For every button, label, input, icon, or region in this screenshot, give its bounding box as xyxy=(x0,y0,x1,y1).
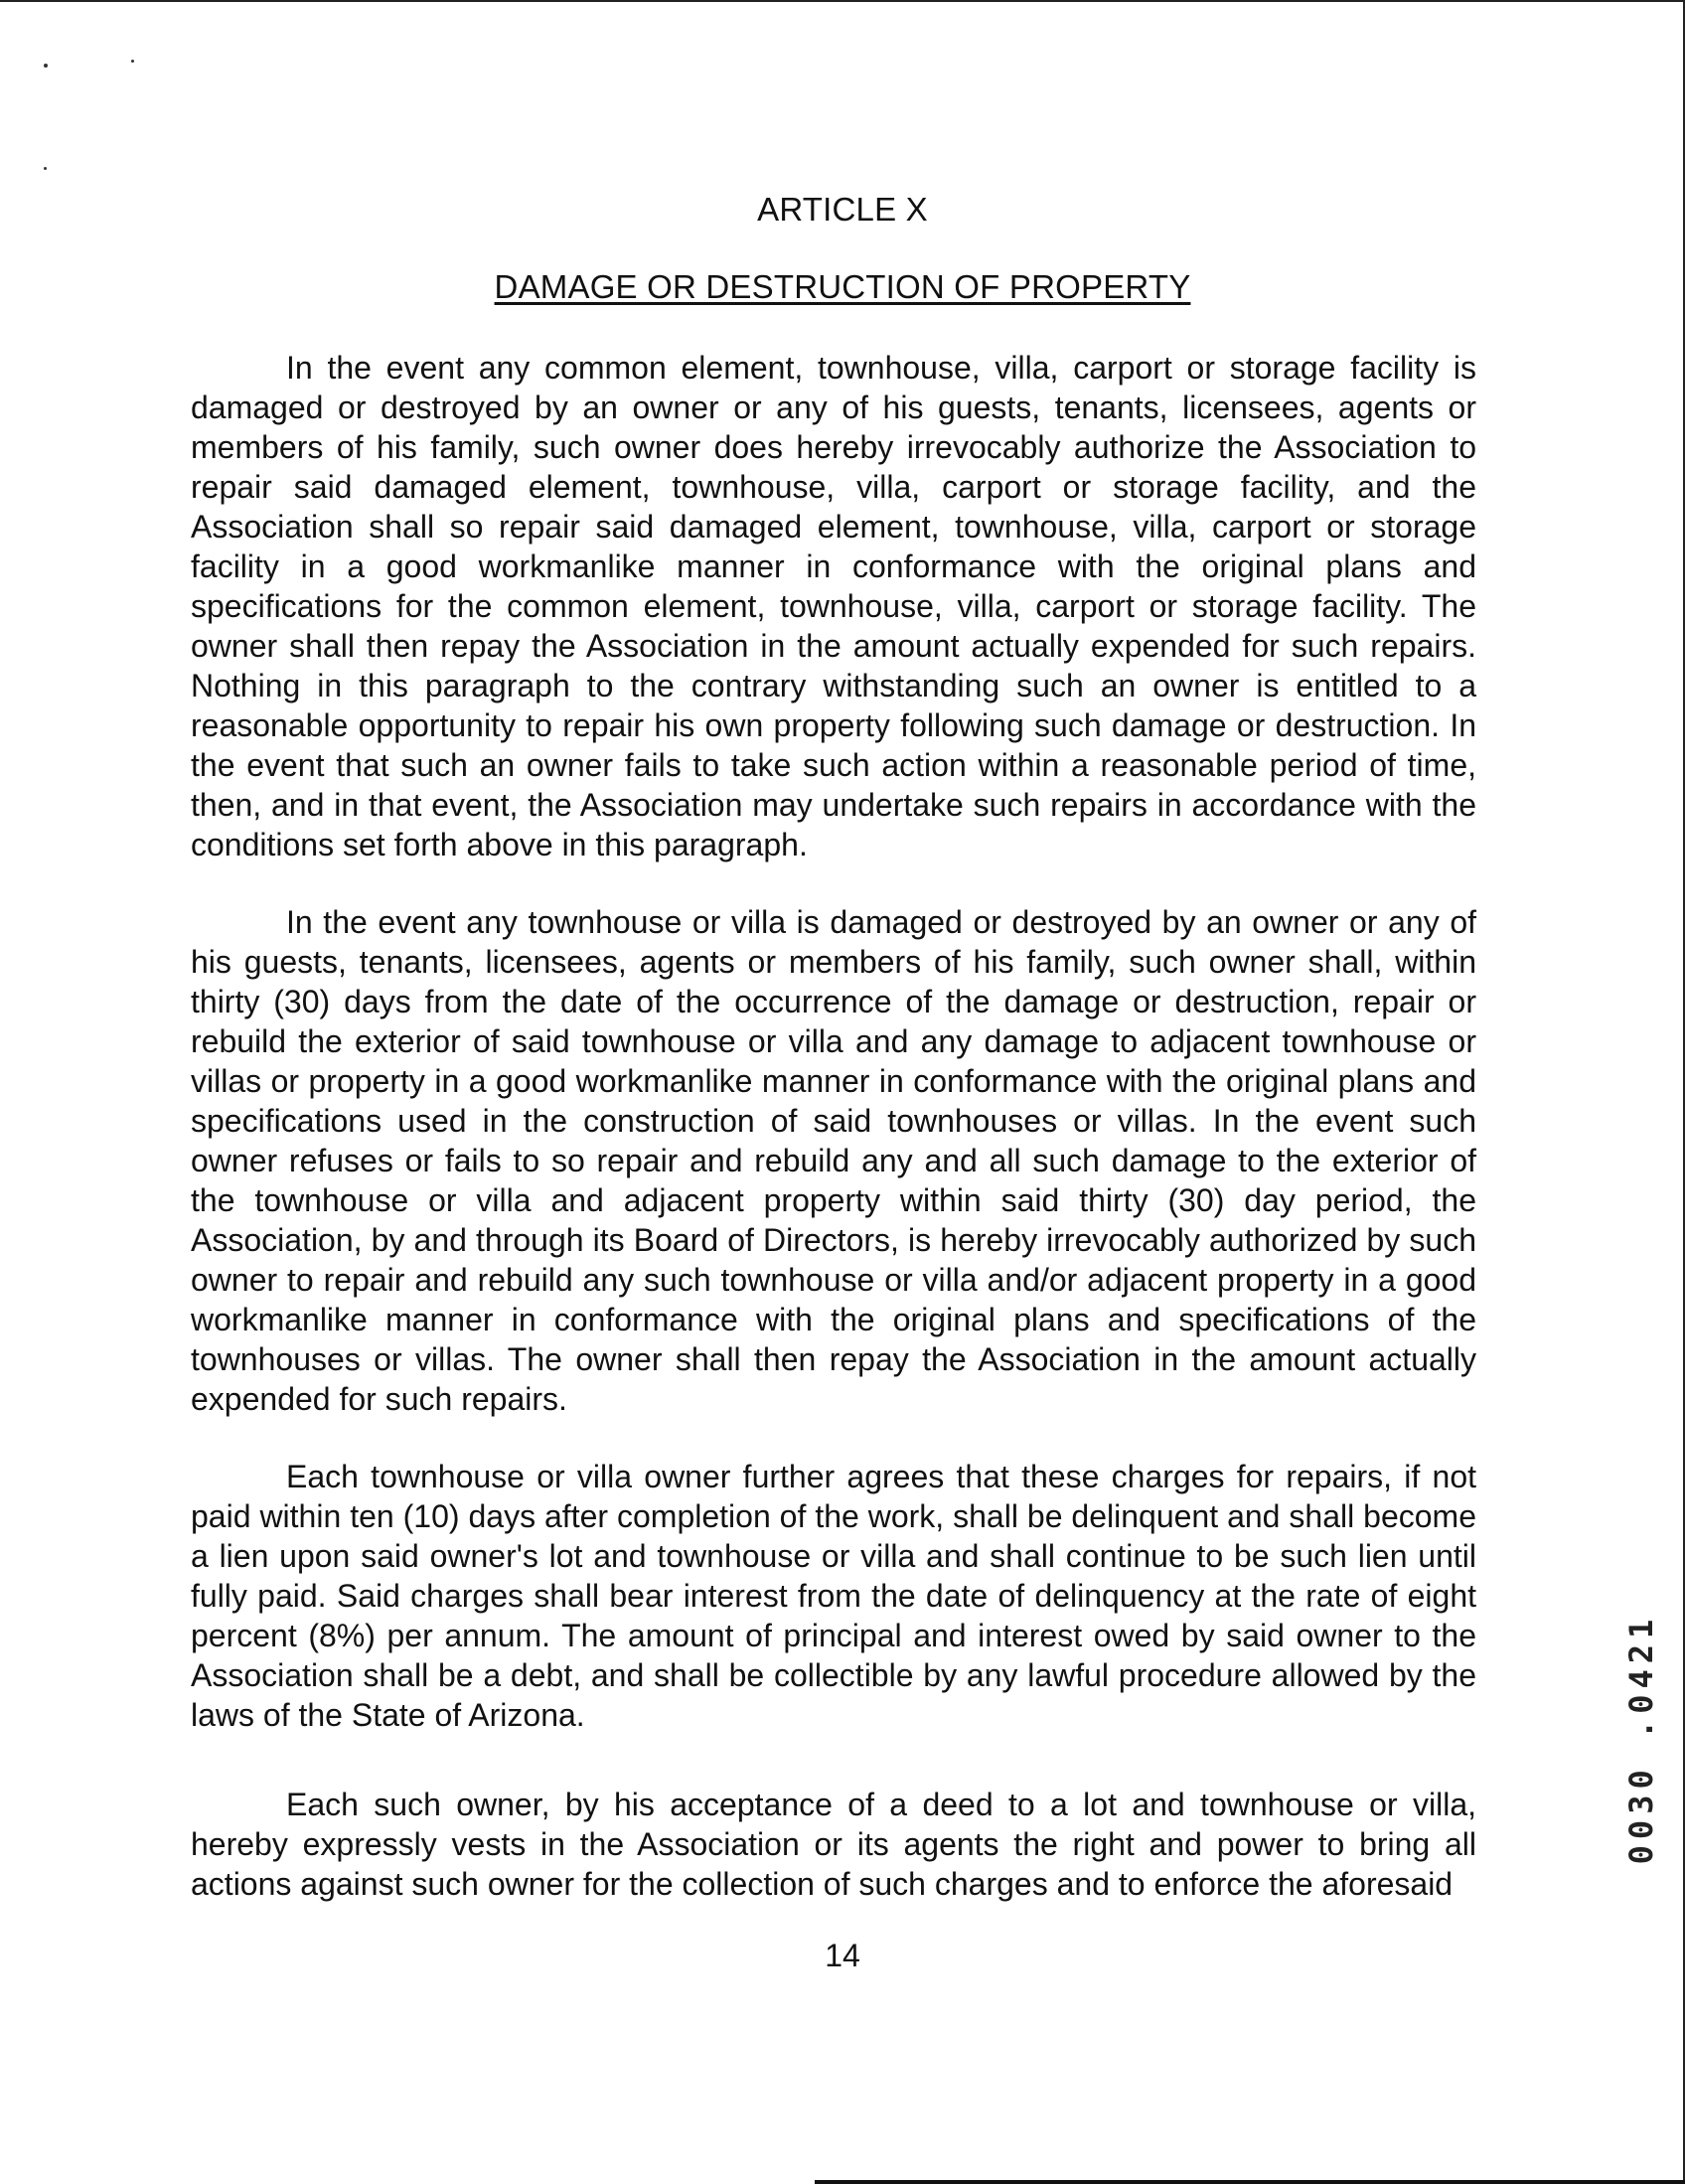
paragraph-3: Each townhouse or villa owner further agrees that these charges for repairs, if not paid within ten (10) days after completion of the work, shall be delinquent and shall become a lien upon said owner's lot and townhouse or villa and shall continue to be such lien until fully paid. Said charges shall bear interest from the date of delinquency at the rate of eight percent (8%) per annum. The amount of principal and interest owed by said owner to the Association shall be a debt, and shall be collectible by any lawful procedure allowed by the laws of the State of Arizona. xyxy=(191,1459,1476,1733)
paragraph-2: In the event any townhouse or villa is damaged or destroyed by an owner or any of his guests, tenants, licensees, agents or members of his family, such owner shall, within thirty (30) days from the date of the occurrence of the damage or destruction, repair or rebuild the exterior of said townhouse or villa and any damage to adjacent townhouse or villas or property in a good workmanlike manner in conformance with the original plans and specifications used in the construction of said townhouses or villas. In the event such owner refuses or fails to so repair and rebuild any and all such damage to the exterior of the townhouse or villa and adjacent property within said thirty (30) day period, the Association, by and through its Board of Directors, is hereby irrevocably authorized by such owner to repair and rebuild any such townhouse or villa and/or adjacent property in a good workmanlike manner in conformance with the original plans and specifications of the townhouses or villas. The owner shall then repay the Association in the amount actually expended for such repairs. xyxy=(191,904,1476,1417)
side-stamp xyxy=(1619,1560,1663,1918)
scan-speck xyxy=(44,167,47,170)
scan-border-top xyxy=(0,0,1685,2)
article-heading: ARTICLE X xyxy=(757,191,928,228)
paragraph-4: Each such owner, by his acceptance of a deed to a lot and townhouse or villa, hereby expressly vests in the Association or its agents the right and power to bring all actions against such owner for the collection of such charges and to enforce the aforesaid xyxy=(191,1787,1476,1902)
section-title xyxy=(0,268,1685,306)
page-number: 14 xyxy=(825,1938,860,1973)
scan-border-bottom xyxy=(815,2180,1685,2184)
paragraph-1: In the event any common element, townhouse, villa, carport or storage facility is damaged or destroyed by an owner or any of his guests, tenants, licensees, agents or members of his family, such owner does hereby irrevocably authorize the Association to repair said damaged element, townhouse, villa, carport or storage facility, and the Association shall so repair said damaged element, townhouse, villa, carport or storage facility in a good workmanlike manner in conformance with the original plans and specifications for the common element, townhouse, villa, carport or storage facility. The owner shall then repay the Association in the amount actually expended for such repairs. Nothing in this paragraph to the contrary withstanding such an owner is entitled to a reasonable opportunity to repair his own property following such damage or destruction. In the event that such an owner fails to take such action within a reasonable period of time, then, and in that event, the Association may undertake such repairs in accordance with the conditions set forth above in this paragraph. xyxy=(191,350,1476,862)
section-title-text: DAMAGE OR DESTRUCTION OF PROPERTY xyxy=(494,268,1191,305)
side-stamp-text: 0030 .0421 xyxy=(1622,1613,1660,1865)
scan-speck xyxy=(44,64,48,68)
scan-speck xyxy=(131,60,134,63)
